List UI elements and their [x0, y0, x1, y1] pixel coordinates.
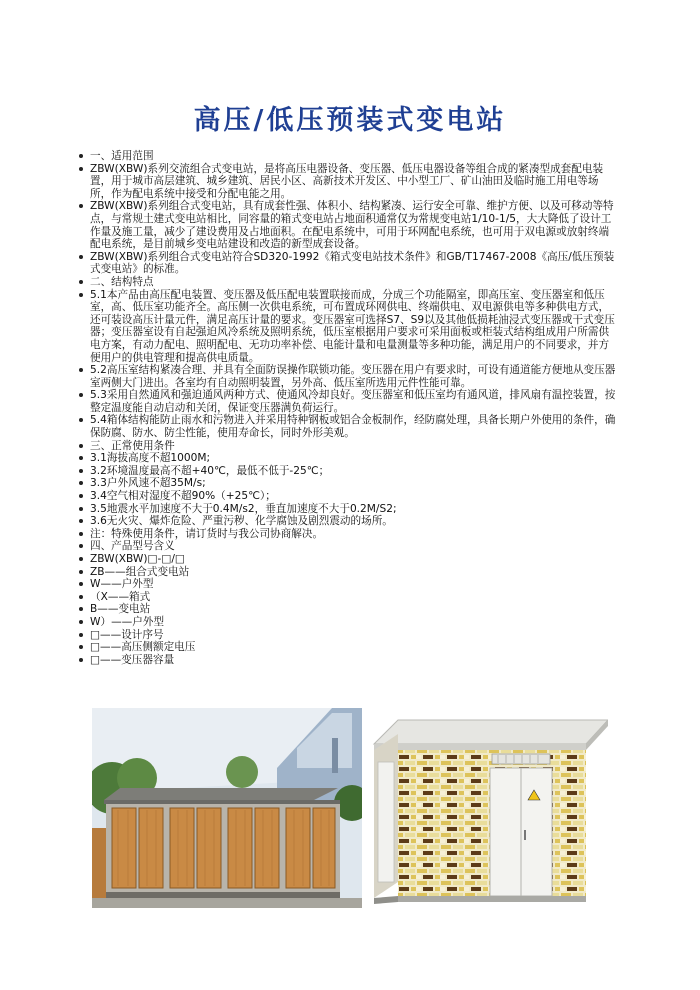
page-title: 高压/低压预装式变电站 [193, 105, 507, 136]
section-heading-scope: 一、适用范围 [78, 150, 618, 163]
condition-hazards: 3.6无火灾、爆炸危险、严重污秽、化学腐蚀及剧烈震动的场所。 [78, 515, 618, 528]
note-special-conditions: 注：特殊使用条件，请订货时与我公司协商解决。 [78, 528, 618, 541]
condition-wind: 3.3户外风速不超35M/s; [78, 477, 618, 490]
condition-humidity: 3.4空气相对湿度不超90%（+25℃）； [78, 490, 618, 503]
section-heading-model: 四、产品型号含义 [78, 540, 618, 553]
substation-photo-brick [368, 712, 608, 912]
paragraph-5-1: 5.1本产品由高压配电装置、变压器及低压配电装置联接而成，分成三个功能隔室，即高压室、变压器室和低压室，高、低压室功能齐全。高压侧一次供电系统，可布置成环网供电、终端供电、双电源供电等多种供电方式，还可装设高压计量元件，满足高压计量的要求。变压器室可选择S7、S9以及其他低损耗油浸式变压器或干式变压器；变压器室设有自起强迫风冷系统及照明系统，低压室根据用户要求可采用面板或柜装式结构组成用户所需供电方案，有动力配电、照明配电、无功功率补偿、电能计量和电量测量等多种功能，满足用户的不同要求，并方便用户的供电管理和提高供电质量。 [78, 289, 618, 365]
condition-altitude: 3.1海拔高度不超1000M; [78, 452, 618, 465]
paragraph-5-3: 5.3采用自然通风和强迫通风两种方式、使通风冷却良好。变压器室和低压室均有通风道，排风扇有温控装置，按整定温度能自动启动和关闭，保证变压器满负荷运行。 [78, 389, 618, 414]
model-code: ZBW(XBW)□-□/□ [78, 553, 618, 566]
model-def-x: （X——箱式 [78, 591, 618, 604]
model-def-capacity: □——变压器容量 [78, 654, 618, 667]
section-heading-conditions: 三、正常使用条件 [78, 440, 618, 453]
model-def-w: W——户外型 [78, 578, 618, 591]
section-heading-structure: 二、结构特点 [78, 276, 618, 289]
model-def-design: □——设计序号 [78, 629, 618, 642]
paragraph-standards: ZBW(XBW)系列组合式变电站符合SD320-1992《箱式变电站技术条件》和GB/T17467-2008《高压/低压预装式变电站》的标准。 [78, 251, 618, 276]
spec-list [78, 150, 618, 666]
paragraph-5-2: 5.2高压室结构紧凑合理、并具有全面防误操作联锁功能。变压器在用户有要求时，可设有通道能方便地从变压器室两侧大门进出。各室均有自动照明装置，另外高、低压室所选用元件性能可靠。 [78, 364, 618, 389]
paragraph-features: ZBW(XBW)系列组合式变电站，具有成套性强、体积小、结构紧凑、运行安全可靠、维护方便、以及可移动等特点，与常规土建式变电站相比，同容量的箱式变电站占地面积通常仅为常规变电站1/10-1/5，大大降低了设计工作量及施工量，减少了建设费用及占地面积。在配电系统中，可用于环网配电系统，也可用于双电源或放射终端配电系统，是目前城乡变电站建设和改造的新型成套设备。 [78, 200, 618, 250]
model-def-w2: W）——户外型 [78, 616, 618, 629]
paragraph-intro: ZBW(XBW)系列交流组合式变电站，是将高压电器设备、变压器、低压电器设备等组合成的紧凑型成套配电装置，用于城市高层建筑、城乡建筑、居民小区、高新技术开发区、中小型工厂、矿山油田及临时施工用电等场所，作为配电系统中接受和分配电能之用。 [78, 163, 618, 201]
model-def-b: B——变电站 [78, 603, 618, 616]
paragraph-5-4: 5.4箱体结构能防止雨水和污物进入并采用特种钢板或铝合金板制作，经防腐处理，具备长期户外使用的条件，确保防腐、防水、防尘性能，使用寿命长，同时外形美观。 [78, 414, 618, 439]
substation-photo-wood [92, 708, 362, 908]
condition-temperature: 3.2环境温度最高不超+40℃，最低不低于-25℃； [78, 465, 618, 478]
condition-seismic: 3.5地震水平加速度不大于0.4M/s2，垂直加速度不大于0.2M/S2; [78, 503, 618, 516]
model-def-voltage: □——高压侧额定电压 [78, 641, 618, 654]
model-def-zb: ZB——组合式变电站 [78, 566, 618, 579]
